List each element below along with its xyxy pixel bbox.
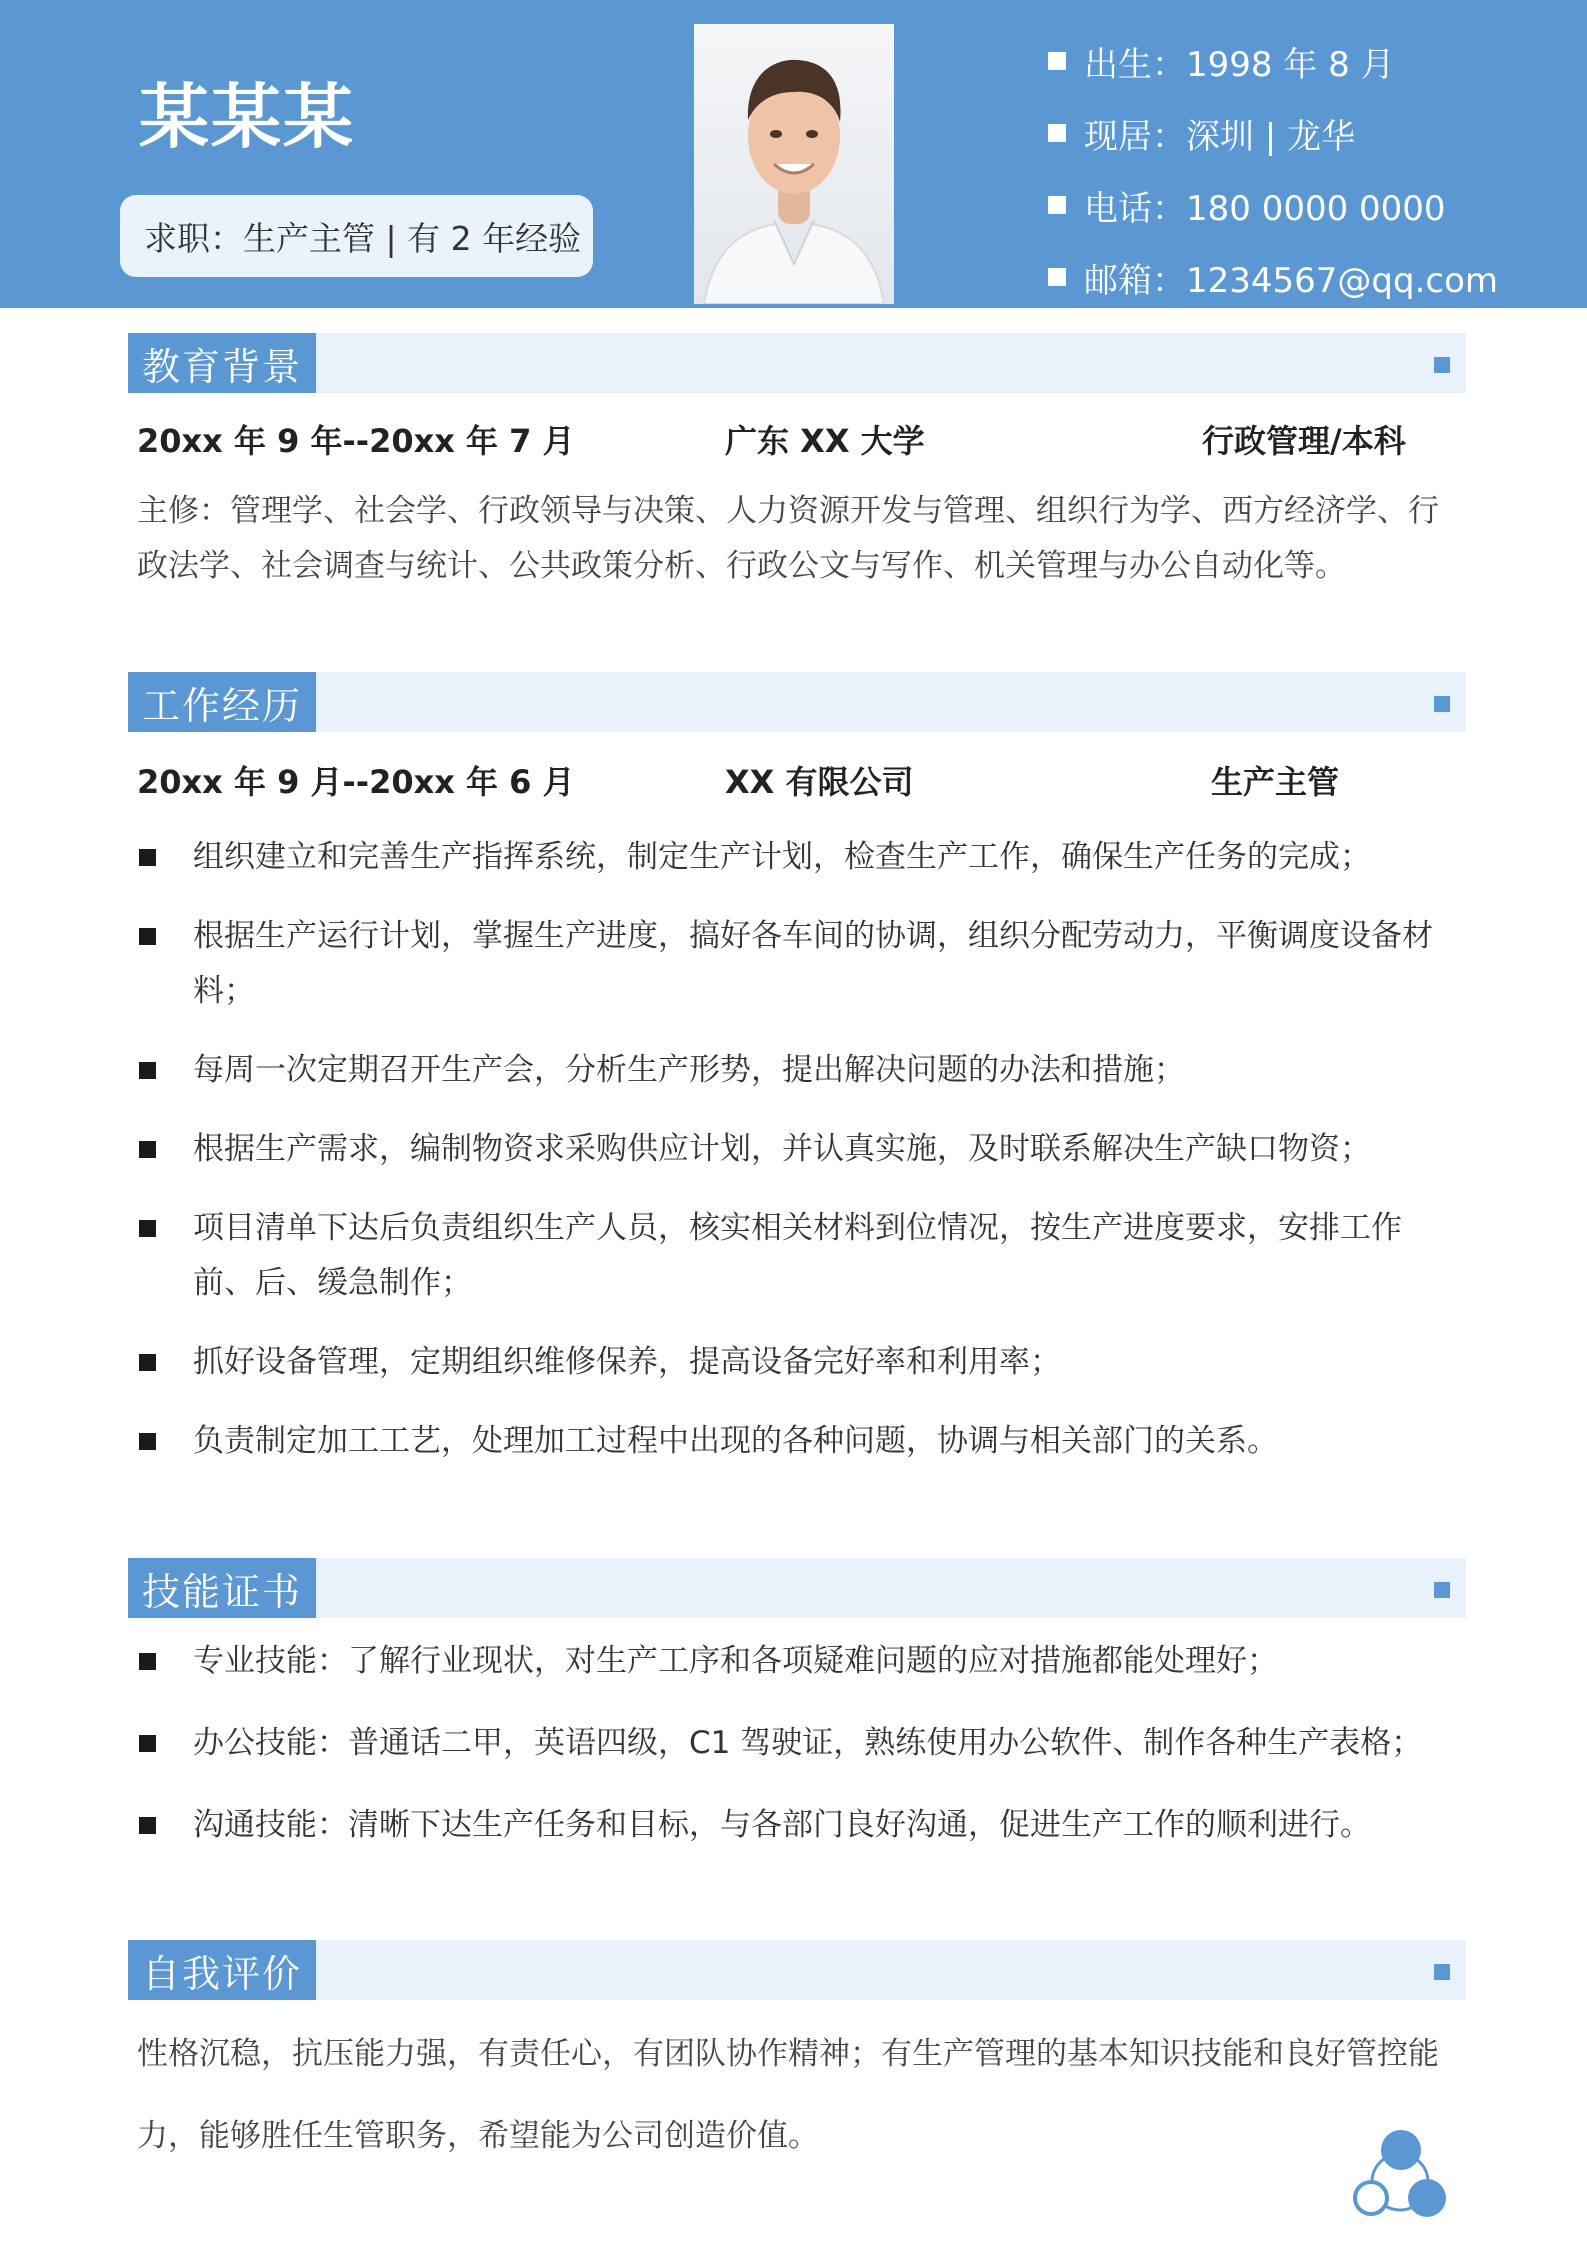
people-network-icon [1345, 2120, 1455, 2230]
job-target-badge: 求职：生产主管 | 有 2 年经验 [120, 195, 593, 277]
section-work-header [128, 672, 1466, 732]
list-item: 沟通技能：清晰下达生产任务和目标，与各部门良好沟通，促进生产工作的顺利进行。 [137, 1798, 1457, 1853]
square-bullet-icon [139, 849, 156, 866]
square-bullet-icon [139, 1220, 156, 1237]
work-period: 20xx 年 9 月--20xx 年 6 月 [137, 763, 575, 801]
square-bullet-icon [139, 1141, 156, 1158]
square-bullet-icon [139, 1062, 156, 1079]
education-courses: 主修：管理学、社会学、行政领导与决策、人力资源开发与管理、组织行为学、西方经济学、行政法学、社会调查与统计、公共政策分析、行政公文与写作、机关管理与办公自动化等。 [137, 493, 1439, 584]
section-self-eval-header [128, 1940, 1466, 2000]
person-portrait-icon [694, 24, 894, 304]
contact-residence-text: 现居：深圳 | 龙华 [1084, 116, 1356, 157]
square-bullet-icon [1048, 196, 1066, 214]
work-duties-list [137, 830, 1457, 1469]
list-item: 根据生产运行计划，掌握生产进度，搞好各车间的协调，组织分配劳动力，平衡调度设备材料； [137, 909, 1457, 1019]
square-bullet-icon [139, 928, 156, 945]
list-item: 专业技能：了解行业现状，对生产工序和各项疑难问题的应对措施都能处理好； [137, 1634, 1457, 1689]
contact-phone-text: 电话：180 0000 0000 [1084, 188, 1446, 229]
square-bullet-icon [139, 1433, 156, 1450]
section-title: 工作经历 [128, 672, 316, 732]
education-school: 广东 XX 大学 [725, 422, 925, 460]
education-period: 20xx 年 9 年--20xx 年 7 月 [137, 422, 575, 460]
work-company: XX 有限公司 [725, 763, 914, 801]
square-bullet-icon [139, 1354, 156, 1371]
contact-phone [1048, 169, 1568, 241]
profile-photo [694, 24, 894, 304]
skills-list [137, 1634, 1457, 1853]
list-item: 根据生产需求，编制物资求采购供应计划，并认真实施，及时联系解决生产缺口物资； [137, 1122, 1457, 1177]
square-marker-icon [1434, 357, 1450, 373]
square-marker-icon [1434, 1582, 1450, 1598]
square-bullet-icon [1048, 52, 1066, 70]
header-band [0, 0, 1587, 308]
contact-email-text: 邮箱：1234567@qq.com [1084, 260, 1499, 301]
list-item: 项目清单下达后负责组织生产人员，核实相关材料到位情况，按生产进度要求，安排工作前、后、缓急制作； [137, 1201, 1457, 1311]
contact-birth-text: 出生：1998 年 8 月 [1084, 44, 1395, 85]
section-skills-header [128, 1558, 1466, 1618]
square-bullet-icon [1048, 268, 1066, 286]
education-summary-row [137, 416, 1437, 466]
education-major: 行政管理/本科 [1202, 422, 1406, 460]
square-marker-icon [1434, 1964, 1450, 1980]
list-item: 抓好设备管理，定期组织维修保养，提高设备完好率和利用率； [137, 1335, 1457, 1390]
list-item: 组织建立和完善生产指挥系统，制定生产计划，检查生产工作，确保生产任务的完成； [137, 830, 1457, 885]
work-summary-row [137, 757, 1437, 807]
section-education-header [128, 333, 1466, 393]
list-item: 办公技能：普通话二甲，英语四级，C1 驾驶证，熟练使用办公软件、制作各种生产表格； [137, 1716, 1457, 1771]
work-position: 生产主管 [1211, 763, 1340, 801]
contact-email [1048, 241, 1568, 313]
self-eval-text: 性格沉稳，抗压能力强，有责任心，有团队协作精神；有生产管理的基本知识技能和良好管控能力，能够胜任生管职务，希望能为公司创造价值。 [137, 2036, 1439, 2154]
candidate-name: 某某某 [139, 76, 355, 158]
square-bullet-icon [1048, 124, 1066, 142]
square-marker-icon [1434, 696, 1450, 712]
contact-list [1048, 25, 1568, 313]
section-title: 技能证书 [128, 1558, 316, 1618]
square-bullet-icon [139, 1735, 156, 1752]
square-bullet-icon [139, 1817, 156, 1834]
square-bullet-icon [139, 1653, 156, 1670]
list-item: 负责制定加工工艺，处理加工过程中出现的各种问题，协调与相关部门的关系。 [137, 1414, 1457, 1469]
section-title: 自我评价 [128, 1940, 316, 2000]
list-item: 每周一次定期召开生产会，分析生产形势，提出解决问题的办法和措施； [137, 1043, 1457, 1098]
contact-birth [1048, 25, 1568, 97]
contact-residence [1048, 97, 1568, 169]
section-title: 教育背景 [128, 333, 316, 393]
